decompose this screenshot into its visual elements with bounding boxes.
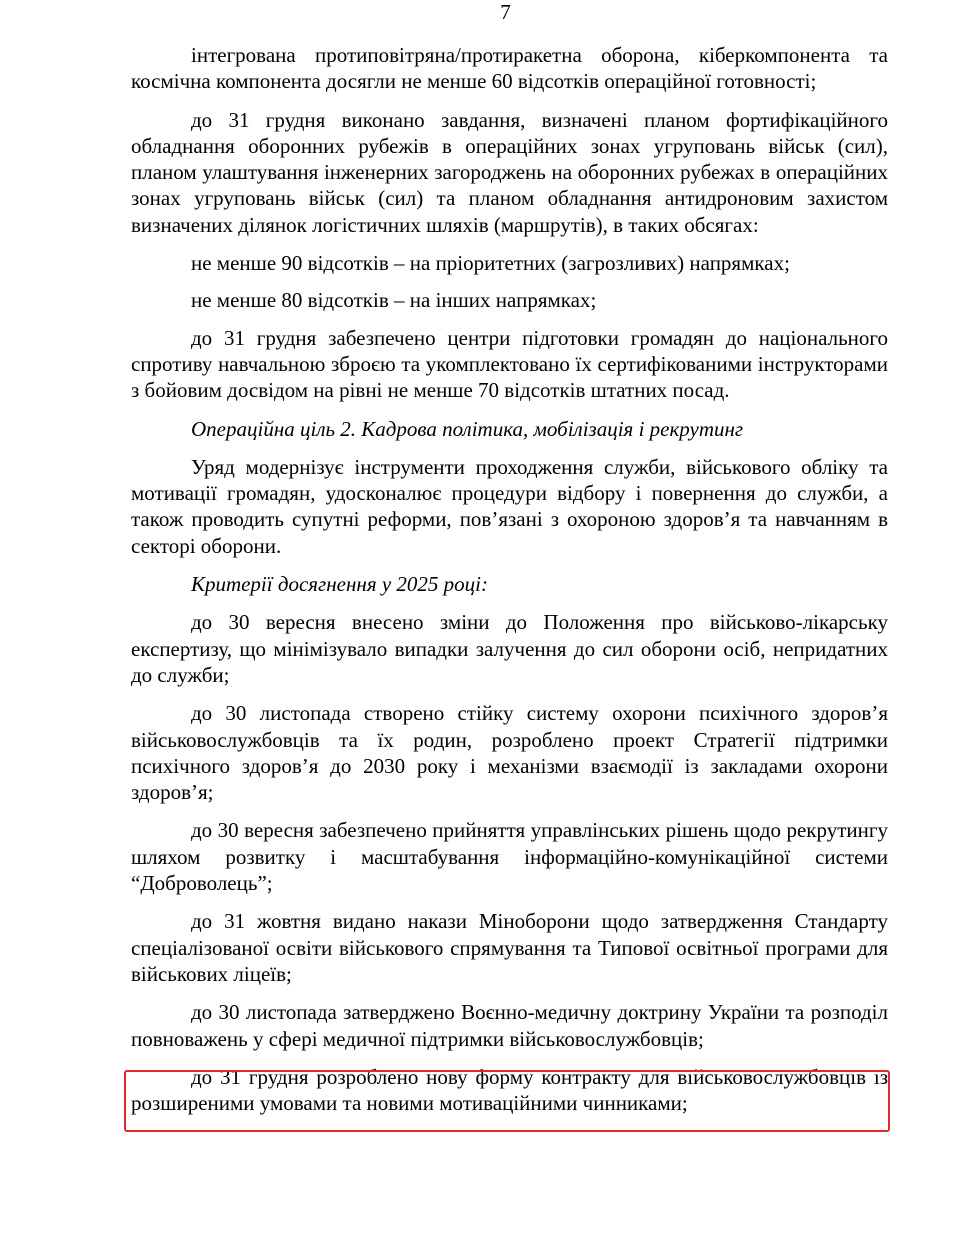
paragraph-recruiting-system: до 30 вересня забезпечено прийняття управлінських рішень щодо рекрутингу шляхом розвитку і масштабування інформаційно-комунікаційної системи “Доброволець”; xyxy=(131,818,888,896)
paragraph-air-defense: інтегрована протиповітряна/протиракетна оборона, кіберкомпонента та космічна компонента досягли не менше 60 відсотків операційної готовності; xyxy=(131,43,888,94)
paragraph-medical-doctrine: до 30 листопада затверджено Воєнно-медичну доктрину України та розподіл повноважень у сфері медичної підтримки військовослужбовців; xyxy=(131,1000,888,1051)
paragraph-fortification: до 31 грудня виконано завдання, визначені планом фортифікаційного обладнання оборонних рубежів в операційних зонах угруповань військ (сил), планом улаштування інженерних загороджень на оборонних рубежах в операційних зонах угруповань військ (сил) та планом обладнання антидроновим захистом визначених ділянок логістичних шляхів (маршрутів), в таких обсягах: xyxy=(131,107,888,237)
highlight-annotation-box xyxy=(124,1070,890,1132)
page-number: 7 xyxy=(500,0,511,24)
paragraph-priority-directions: не менше 90 відсотків – на пріоритетних (загрозливих) напрямках; xyxy=(191,251,790,276)
paragraph-medical-expertise: до 30 вересня внесено зміни до Положення про військово-лікарську експертизу, що мінімізувало випадки залучення до сил оборони осіб, непридатних до служби; xyxy=(131,610,888,687)
paragraph-training-centers: до 31 грудня забезпечено центри підготовки громадян до національного спротиву навчальною зброєю та укомплектовано їх сертифікованими інструкторами з бойовим досвідом на рівні не менше 70 відсотків штатних посад. xyxy=(131,325,888,403)
section-heading-goal-2: Операційна ціль 2. Кадрова політика, мобілізація і рекрутинг xyxy=(191,416,744,441)
paragraph-mental-health: до 30 листопада створено стійку систему охорони психічного здоров’я військовослужбовців та їх родин, розроблено проект Стратегії підтримки психічного здоров’я до 2030 року і механізми взаємодії із закладами охорони здоров’я; xyxy=(131,701,888,805)
paragraph-government-modernizes: Уряд модернізує інструменти проходження служби, військового обліку та мотивації громадян, удосконалює процедури відбору і повернення до служби, а також проводить супутні реформи, пов’язані з охороною здоров’я та навчанням в секторі оборони. xyxy=(131,454,888,558)
paragraph-other-directions: не менше 80 відсотків – на інших напрямках; xyxy=(191,288,597,313)
paragraph-new-contract: до 31 грудня розроблено нову форму контракту для військовослужбовців із розширеними умовами та новими мотиваційними чинниками; xyxy=(131,1064,888,1116)
criteria-heading: Критерії досягнення у 2025 році: xyxy=(191,572,488,597)
paragraph-education-standard: до 31 жовтня видано накази Міноборони щодо затвердження Стандарту спеціалізованої освіти військового спрямування та Типової освітньої програми для військових ліцеїв; xyxy=(131,909,888,986)
document-body xyxy=(131,42,888,1128)
